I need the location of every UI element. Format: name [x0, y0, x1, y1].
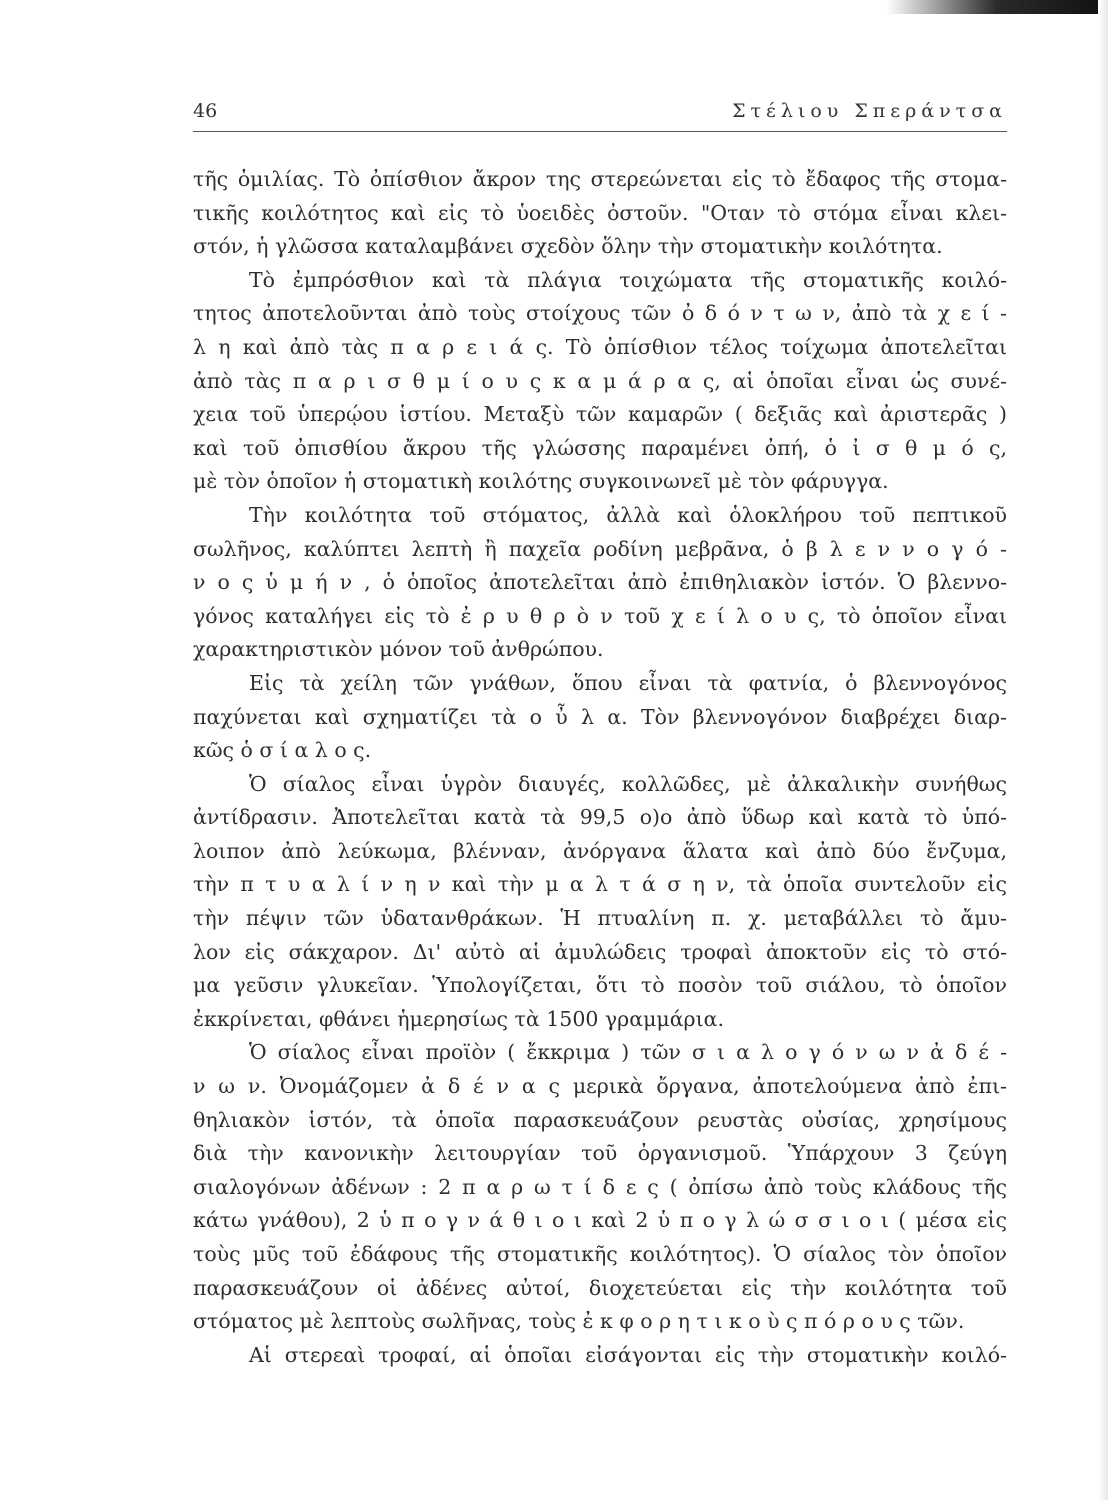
text-line: λοιπον ἀπὸ λεύκωμα, βλένναν, ἀνόργανα ἅλατα καὶ ἀπὸ δύο ἔνζυμα,	[193, 838, 1007, 863]
text-line: τικῆς κοιλότητος καὶ εἰς τὸ ὑοειδὲς ὀστοῦν. "Οταν τὸ στόμα εἶναι κλει-	[193, 200, 1007, 225]
running-head: Στέλιου Σπεράντσα	[732, 100, 1007, 122]
text-line: τὴν π τ υ α λ ί ν η ν καὶ τὴν μ α λ τ ά σ η ν, τὰ ὁποῖα συντελοῦν εἰς	[193, 872, 1007, 897]
page-number: 46	[193, 100, 218, 122]
text-line: ἐκκρίνεται, φθάνει ἡμερησίως τὰ 1500 γραμμάρια.	[193, 1006, 725, 1031]
text-line: σιαλογόνων ἀδένων : 2 π α ρ ω τ ί δ ε ς ( ὀπίσω ἀπὸ τοὺς κλάδους τῆς	[193, 1174, 1007, 1199]
text-line: Ὁ σίαλος εἶναι προϊὸν ( ἔκκριμα ) τῶν σ ι α λ ο γ ό ν ω ν ἀ δ έ -	[249, 1040, 1007, 1065]
text-line: στόματος μὲ λεπτοὺς σωλῆνας, τοὺς ἐ κ φ ο ρ η τ ι κ ο ὺ ς π ό ρ ο υ ς τῶν.	[193, 1309, 965, 1334]
text-line: παχύνεται καὶ σχηματίζει τὰ ο ὖ λ α. Τὸν βλεννογόνον διαβρέχει διαρ-	[193, 704, 1007, 729]
header-rule	[193, 131, 1007, 132]
text-line: θηλιακὸν ἱστόν, τὰ ὁποῖα παρασκευάζουν ρευστὰς οὐσίας, χρησίμους	[193, 1107, 1007, 1132]
text-line: λ η καὶ ἀπὸ τὰς π α ρ ε ι ά ς. Τὸ ὀπίσθιον τέλος τοίχωμα ἀποτελεῖται	[193, 334, 1007, 359]
text-line: γόνος καταλήγει εἰς τὸ ἐ ρ υ θ ρ ὸ ν τοῦ χ ε ί λ ο υ ς, τὸ ὁποῖον εἶναι	[193, 603, 1007, 628]
text-line: Τὸ ἐμπρόσθιον καὶ τὰ πλάγια τοιχώματα τῆς στοματικῆς κοιλό-	[249, 267, 1007, 292]
text-line: τητος ἀποτελοῦνται ἀπὸ τοὺς στοίχους τῶν ὀ δ ό ν τ ω ν, ἀπὸ τὰ χ ε ί -	[193, 301, 1007, 326]
text-line: παρασκευάζουν οἱ ἀδένες αὐτοί, διοχετεύεται εἰς τὴν κοιλότητα τοῦ	[193, 1275, 1007, 1300]
text-line: ν ω ν. Ὀνομάζομεν ἀ δ έ ν α ς μερικὰ ὄργανα, ἀποτελούμενα ἀπὸ ἐπι-	[193, 1074, 1007, 1099]
text-line: μα γεῦσιν γλυκεῖαν. Ὑπολογίζεται, ὅτι τὸ ποσὸν τοῦ σιάλου, τὸ ὁποῖον	[193, 973, 1007, 998]
text-line: ν ο ς ὑ μ ή ν , ὁ ὁποῖος ἀποτελεῖται ἀπὸ ἐπιθηλιακὸν ἱστόν. Ὁ βλεννο-	[193, 570, 1007, 595]
text-line: λον εἰς σάκχαρον. Δι' αὐτὸ αἱ ἀμυλώδεις τροφαὶ ἀποκτοῦν εἰς τὸ στό-	[193, 939, 1007, 964]
scan-top-edge	[0, 0, 1108, 14]
text-line: στόν, ἡ γλῶσσα καταλαμβάνει σχεδὸν ὅλην τὴν στοματικὴν κοιλότητα.	[193, 234, 943, 259]
text-line: Ὁ σίαλος εἶναι ὑγρὸν διαυγές, κολλῶδες, μὲ ἀλκαλικὴν συνήθως	[249, 771, 1007, 796]
text-line: διὰ τὴν κανονικὴν λειτουργίαν τοῦ ὀργανισμοῦ. Ὑπάρχουν 3 ζεύγη	[193, 1141, 1007, 1166]
text-line: τῆς ὁμιλίας. Τὸ ὀπίσθιον ἄκρον της στερεώνεται εἰς τὸ ἔδαφος τῆς στομα-	[193, 167, 1007, 191]
text-line: Τὴν κοιλότητα τοῦ στόματος, ἀλλὰ καὶ ὁλοκλήρου τοῦ πεπτικοῦ	[249, 502, 1007, 527]
text-line: μὲ τὸν ὁποῖον ἡ στοματικὴ κοιλότης συγκοινωνεῖ μὲ τὸν φάρυγγα.	[193, 469, 889, 494]
text-line: καὶ τοῦ ὀπισθίου ἄκρου τῆς γλώσσης παραμένει ὀπή, ὁ ἰ σ θ μ ό ς,	[193, 435, 1007, 460]
text-line: σωλῆνος, καλύπτει λεπτὴ ἢ παχεῖα ροδίνη μεβρᾶνα, ὁ β λ ε ν ν ο γ ό -	[193, 536, 1007, 561]
text-line: χεια τοῦ ὑπερῴου ἱστίου. Μεταξὺ τῶν καμαρῶν ( δεξιᾶς καὶ ἀριστερᾶς )	[193, 402, 1007, 427]
body-text	[193, 163, 1007, 1372]
scan-right-edge	[1098, 0, 1108, 1500]
text-line: ἀπὸ τὰς π α ρ ι σ θ μ ί ο υ ς κ α μ ά ρ α ς, αἱ ὁποῖαι εἶναι ὡς συνέ-	[193, 368, 1007, 393]
text-line: κάτω γνάθου), 2 ὑ π ο γ ν ά θ ι ο ι καὶ 2 ὑ π ο γ λ ώ σ σ ι ο ι ( μέσα εἰς	[193, 1208, 1007, 1233]
text-line: τοὺς μῦς τοῦ ἐδάφους τῆς στοματικῆς κοιλότητος). Ὁ σίαλος τὸν ὁποῖον	[193, 1242, 1007, 1266]
text-line: Εἰς τὰ χείλη τῶν γνάθων, ὅπου εἶναι τὰ φατνία, ὁ βλεννογόνος	[249, 670, 1007, 695]
text-line: χαρακτηριστικὸν μόνον τοῦ ἀνθρώπου.	[193, 637, 604, 662]
text-line: κῶς ὁ σ ί α λ ο ς.	[193, 738, 372, 763]
text-line: τὴν πέψιν τῶν ὑδατανθράκων. Ἡ πτυαλίνη π. χ. μεταβάλλει τὸ ἄμυ-	[193, 906, 1007, 931]
text-line: ἀντίδρασιν. Ἀποτελεῖται κατὰ τὰ 99,5 ο)ο ἀπὸ ὕδωρ καὶ κατὰ τὸ ὑπό-	[193, 805, 1007, 830]
text-line: Αἱ στερεαὶ τροφαί, αἱ ὁποῖαι εἰσάγονται εἰς τὴν στοματικὴν κοιλό-	[249, 1342, 1007, 1367]
